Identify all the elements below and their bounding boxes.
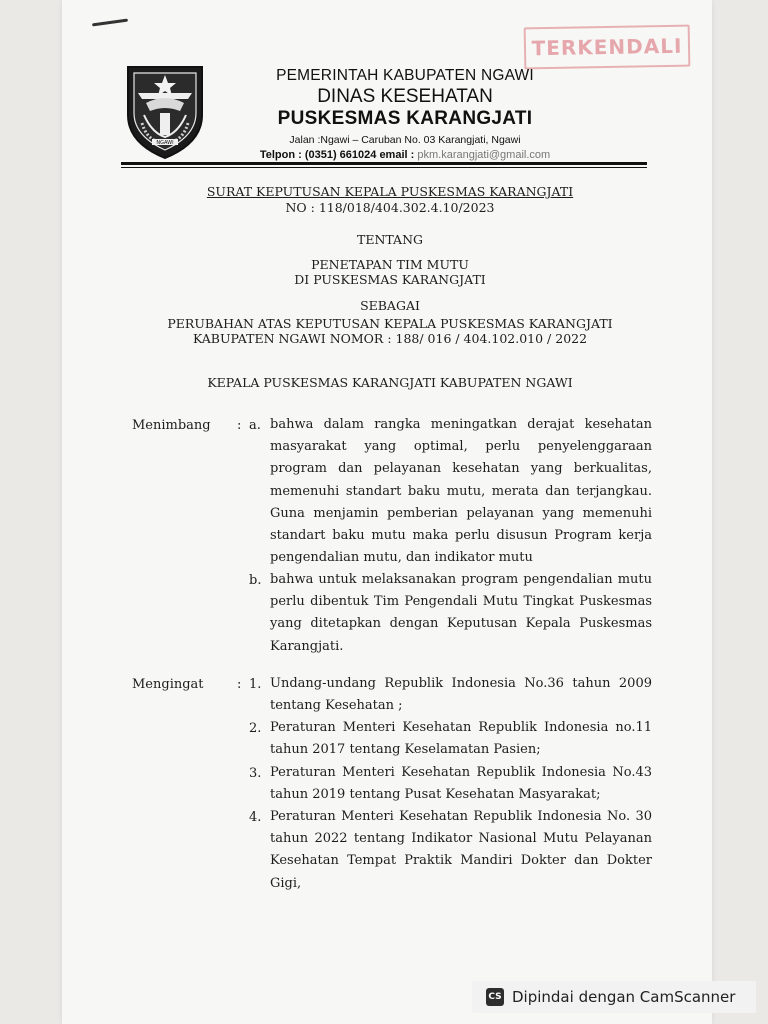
- menimbang-marker-b: b.: [249, 573, 262, 588]
- camscanner-text: Dipindai dengan CamScanner: [512, 988, 736, 1006]
- letterhead-department: DINAS KESEHATAN: [317, 86, 493, 107]
- letterhead: [205, 66, 605, 162]
- mengingat-item-3: Peraturan Menteri Kesehatan Republik Indonesia No.43 tahun 2019 tentang Pusat Kesehatan Masyarakat;: [270, 765, 652, 803]
- tentang-heading: TENTANG: [356, 232, 423, 247]
- mengingat-marker-2: 2.: [249, 721, 262, 736]
- svg-text:NGAWI: NGAWI: [156, 140, 174, 146]
- camscanner-icon: CS: [486, 988, 504, 1006]
- menimbang-marker-a: a.: [249, 418, 261, 433]
- decree-title: [130, 184, 650, 216]
- menimbang-label: Menimbang: [132, 418, 211, 433]
- mengingat-marker-3: 3.: [249, 766, 262, 781]
- decree-title-text: SURAT KEPUTUSAN KEPALA PUSKESMAS KARANGJATI: [206, 184, 574, 199]
- decree-subject: [130, 257, 650, 287]
- amendment-line1: PERUBAHAN ATAS KEPUTUSAN KEPALA PUSKESMAS KARANGJATI: [167, 316, 613, 331]
- sebagai-heading: SEBAGAI: [360, 298, 420, 313]
- letterhead-thick-rule: [121, 162, 647, 165]
- mengingat-marker-4: 4.: [249, 810, 262, 825]
- amendment-line2: KABUPATEN NGAWI NOMOR : 188/ 016 / 404.102.010 / 2022: [192, 331, 588, 346]
- letterhead-email: pkm.karangjati@gmail.com: [417, 149, 551, 161]
- mengingat-marker-1: 1.: [249, 677, 262, 692]
- issuer-heading: KEPALA PUSKESMAS KARANGJATI KABUPATEN NGAWI: [207, 375, 573, 390]
- decree-subject-line1: PENETAPAN TIM MUTU: [311, 257, 469, 272]
- mengingat-label: Mengingat: [132, 677, 204, 692]
- mengingat-colon: :: [237, 677, 242, 692]
- mengingat-item-2: Peraturan Menteri Kesehatan Republik Indonesia no.11 tahun 2017 tentang Keselamatan Pasien;: [270, 720, 652, 758]
- amendment-text: [130, 316, 650, 346]
- mengingat-item-4: Peraturan Menteri Kesehatan Republik Indonesia No. 30 tahun 2022 tentang Indikator Nasional Mutu Pelayanan Kesehatan Tempat Praktik Mandiri Dokter dan Dokter Gigi,: [270, 809, 652, 891]
- menimbang-colon: :: [237, 418, 242, 433]
- letterhead-thin-rule: [121, 167, 647, 168]
- letterhead-address: Jalan :Ngawi – Caruban No. 03 Karangjati, Ngawi: [289, 134, 521, 146]
- camscanner-watermark: [472, 981, 756, 1013]
- menimbang-item-a: bahwa dalam rangka meningatkan derajat kesehatan masyarakat yang optimal, perlu penyelenggaraan program dan pelayanan kesehatan yang berkualitas, memenuhi standart baku mutu, merata dan terjangkau. Guna menjamin pemberian pelayanan yang memenuhi standart baku mutu maka perlu disusun Program kerja pengendalian mutu, dan indikator mutu: [270, 417, 652, 566]
- letterhead-contact: Telpon : (0351) 661024 email : pkm.karangjati@gmail.com: [259, 149, 551, 161]
- ngawi-regency-logo: [122, 63, 208, 161]
- letterhead-government: PEMERINTAH KABUPATEN NGAWI: [276, 67, 534, 84]
- mengingat-item-1: Undang-undang Republik Indonesia No.36 tahun 2009 tentang Kesehatan ;: [270, 676, 652, 714]
- letterhead-institution: PUSKESMAS KARANGJATI: [277, 108, 533, 129]
- menimbang-item-b: bahwa untuk melaksanakan program pengendalian mutu perlu dibentuk Tim Pengendali Mutu Tingkat Puskesmas yang ditetapkan dengan Keputusan Kepala Puskesmas Karangjati.: [270, 572, 652, 654]
- decree-number: NO : 118/018/404.302.4.10/2023: [285, 200, 495, 215]
- decree-subject-line2: DI PUSKESMAS KARANGJATI: [294, 272, 486, 287]
- terkendali-stamp: TERKENDALI: [524, 25, 691, 70]
